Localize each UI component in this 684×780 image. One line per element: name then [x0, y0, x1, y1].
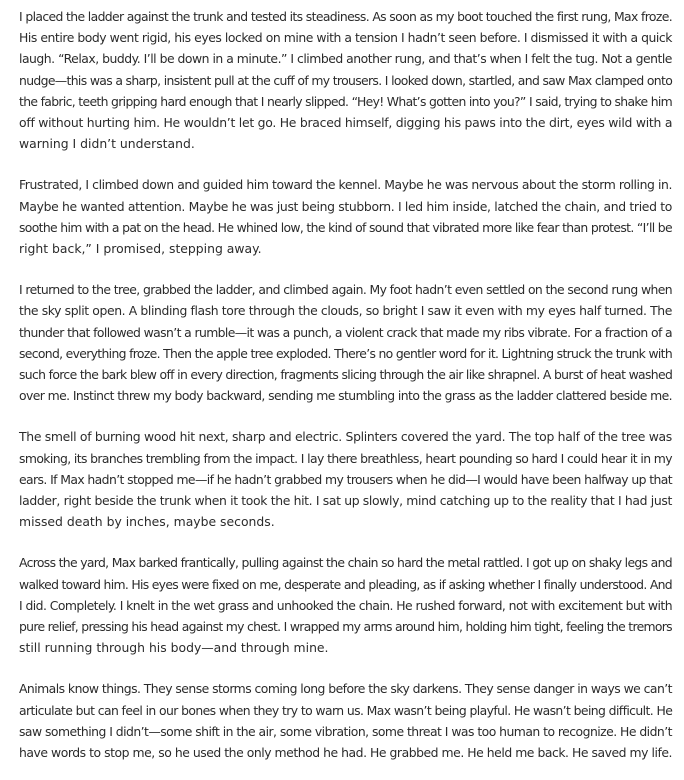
text-line: soothe him with a pat on the head. He whined low, the kind of sound that vibrated more like fear than protest. “I’ll be	[19, 219, 672, 235]
paragraph-4	[19, 426, 672, 532]
text-line: articulate but can feel in our bones when they try to warn us. Max wasn’t being playful. He wasn’t being difficult. He	[19, 702, 673, 718]
text-line: I returned to the tree, grabbed the ladder, and climbed again. My foot hadn’t even settled on the second rung when	[19, 282, 673, 298]
text-line: laugh. “Relax, buddy. I’ll be down in a minute.” I climbed another rung, and that’s when I felt the tug. Not a gentle	[19, 51, 672, 67]
text-line: thunder that followed wasn’t a rumble—it was a punch, a violent crack that made my ribs vibrate. For a fraction of a	[19, 324, 673, 340]
paragraph-3	[19, 279, 672, 406]
paragraph-1	[19, 6, 672, 154]
text-line: Maybe he wanted attention. Maybe he was just being stubborn. I led him inside, latched the chain, and tried to	[19, 198, 672, 214]
text-line: have words to stop me, so he used the only method he had. He grabbed me. He held me back. He saved my life.	[19, 745, 673, 761]
text-line: The smell of burning wood hit next, sharp and electric. Splinters covered the yard. The top half of the tree was	[19, 429, 672, 445]
text-line: over me. Instinct threw my body backward, sending me stumbling into the grass as the ladder clattered beside me.	[19, 388, 673, 404]
text-line: pure relief, pressing his head against my chest. I wrapped my arms around him, holding him tight, feeling the tremors	[19, 619, 672, 635]
text-line: smoking, its branches trembling from the impact. I lay there breathless, heart pounding so hard I could hear it in my	[19, 450, 672, 466]
text-line: ears. If Max hadn’t stopped me—if he hadn’t grabbed my trousers when he did—I would have been halfway up that	[19, 471, 673, 487]
text-line: warning I didn’t understand.	[19, 136, 195, 152]
paragraph-5	[19, 552, 672, 658]
text-line: walked toward him. His eyes were fixed on me, desperate and pleading, as if asking whether I finally understood. And	[19, 576, 672, 592]
paragraph-6	[19, 678, 672, 763]
text-line: such force the bark blew off in every direction, fragments slicing through the air like shrapnel. A burst of heat washed	[19, 367, 673, 383]
text-line: still running through his body—and through mine.	[19, 640, 329, 656]
text-line: missed death by inches, maybe seconds.	[19, 514, 275, 530]
text-line: off without hurting him. He wouldn’t let go. He braced himself, digging his paws into the dirt, eyes wild with a	[19, 115, 673, 131]
text-line: Animals know things. They sense storms coming long before the sky darkens. They sense danger in ways we can’t	[19, 681, 673, 697]
text-line: ladder, right beside the trunk when it took the hit. I sat up slowly, mind catching up to the reality that I had just	[19, 493, 672, 509]
text-line: second, everything froze. Then the apple tree exploded. There’s no gentler word for it. Lightning struck the trunk with	[19, 345, 673, 361]
text-line: saw something I didn’t—some shift in the air, some vibration, some threat I was too human to recognize. He didn’t	[19, 723, 672, 739]
text-line: the sky split open. A blinding flash tore through the clouds, so bright I saw it even with my eyes half turned. The	[19, 303, 672, 319]
text-line: I placed the ladder against the trunk and tested its steadiness. As soon as my boot touched the first rung, Max froze.	[19, 9, 673, 24]
text-line: I did. Completely. I knelt in the wet grass and unhooked the chain. He rushed forward, not with excitement but with	[19, 597, 673, 613]
text-line: Across the yard, Max barked frantically, pulling against the chain so hard the metal rattled. I got up on shaky legs and	[19, 555, 672, 571]
paragraph-2	[19, 174, 672, 259]
text-line: His entire body went rigid, his eyes locked on mine with a tension I hadn’t seen before. I dismissed it with a quick	[19, 30, 672, 46]
text-line: Frustrated, I climbed down and guided him toward the kennel. Maybe he was nervous about the storm rolling in.	[19, 177, 672, 193]
text-line: right back,” I promised, stepping away.	[19, 241, 262, 257]
text-line: nudge—this was a sharp, insistent pull at the cuff of my trousers. I looked down, startled, and saw Max clamped onto	[19, 72, 673, 88]
text-line: the fabric, teeth gripping hard enough that I nearly slipped. “Hey! What’s gotten into you?” I said, trying to shake him	[19, 93, 673, 109]
